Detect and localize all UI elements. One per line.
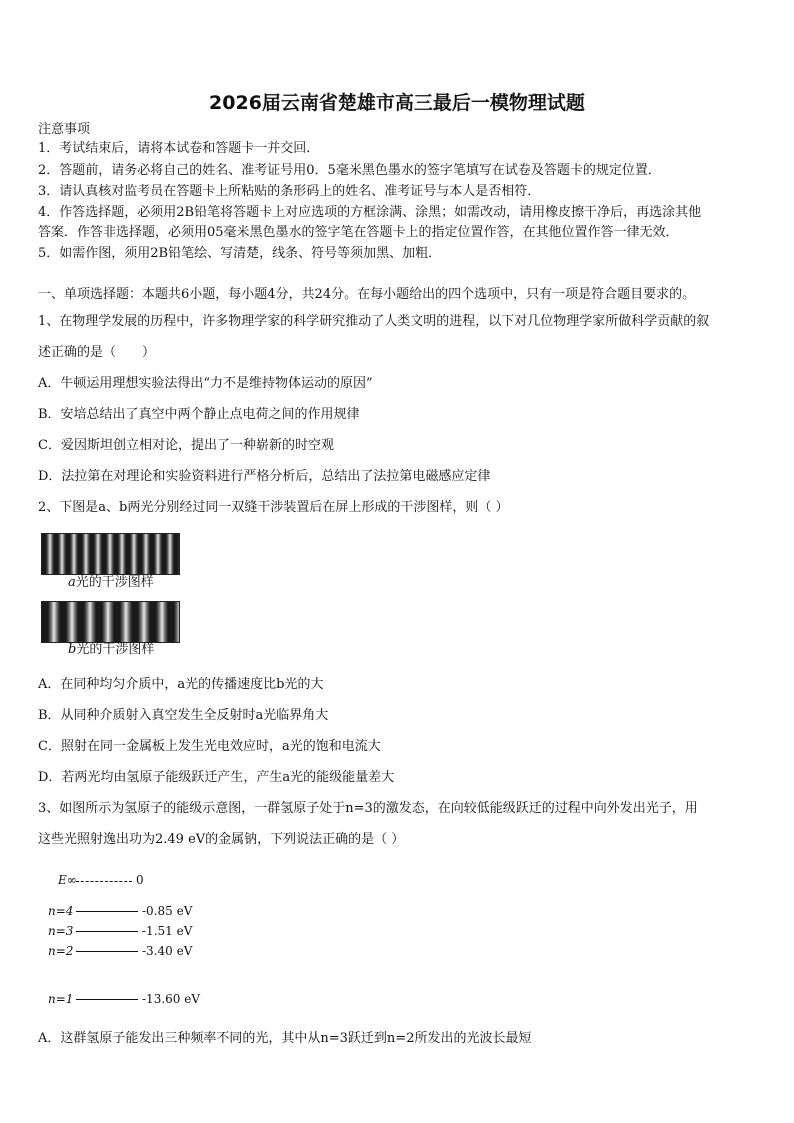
q2-stem: 2、下图是a、b两光分别经过同一双缝干涉装置后在屏上形成的干涉图样，则（ ） [38,500,509,515]
caption-a-letter: a [68,575,76,590]
q1-option-c: C．爱因斯坦创立相对论，提出了一种崭新的时空观 [38,438,334,453]
page-title: 2026届云南省楚雄市高三最后一模物理试题 [209,92,585,114]
level-4-label: n=4 [48,904,74,918]
q2-option-b: B．从同种介质射入真空发生全反射时a光临界角大 [38,708,329,723]
level-inf-label: E∞ [58,873,77,887]
level-4-value: -0.85 eV [142,904,193,918]
level-3-label: n=3 [48,924,74,938]
notice-item-4: 4．作答选择题，必须用2B铅笔将答题卡上对应选项的方框涂满、涂黑；如需改动，请用橡皮擦干净后，再选涂其他 [38,205,702,220]
level-1-label: n=1 [48,992,74,1006]
q1-stem: 1、在物理学发展的历程中，许多物理学家的科学研究推动了人类文明的进程，以下对几位物理学家所做科学贡献的叙 [38,314,710,329]
caption-b-text: 光的干涉图样 [76,642,155,657]
level-4-line [76,911,138,912]
notice-heading: 注意事项 [38,122,91,137]
q1-stem-cont: 述正确的是（ ） [38,345,156,360]
level-3-value: -1.51 eV [142,924,193,938]
level-2-line [76,951,138,952]
caption-b [68,642,154,658]
interference-pattern-b [41,601,180,643]
q2-option-d: D．若两光均由氢原子能级跃迁产生，产生a光的能级能量差大 [38,770,395,785]
q1-option-d: D．法拉第在对理论和实验资料进行严格分析后，总结出了法拉第电磁感应定律 [38,469,491,484]
level-1-line [76,999,138,1000]
q3-stem-cont: 这些光照射逸出功为2.49 eV的金属钠，下列说法正确的是（ ） [38,832,405,847]
q2-option-c: C．照射在同一金属板上发生光电效应时，a光的饱和电流大 [38,739,381,754]
notice-item-3: 3．请认真核对监考员在答题卡上所粘贴的条形码上的姓名、准考证号与本人是否相符． [38,184,541,199]
level-2-value: -3.40 eV [142,944,193,958]
q3-option-a: A．这群氢原子能发出三种频率不同的光，其中从n=3跃迁到n=2所发出的光波长最短 [38,1031,532,1046]
caption-a [68,575,154,591]
notice-item-5: 5．如需作图，须用2B铅笔绘、写清楚，线条、符号等须加黑、加粗． [38,246,442,261]
q3-stem: 3、如图所示为氢原子的能级示意图，一群氢原子处于n=3的激发态，在向较低能级跃迁的过程中向外发出光子，用 [38,801,698,816]
section-heading: 一、单项选择题：本题共6小题，每小题4分，共24分。在每小题给出的四个选项中，只有一项是符合题目要求的。 [38,287,696,302]
level-inf-value: 0 [136,873,144,887]
interference-pattern-a [41,533,180,575]
notice-item-1: 1．考试结束后，请将本试卷和答题卡一并交回． [38,141,320,156]
caption-a-text: 光的干涉图样 [75,575,154,590]
level-1-value: -13.60 eV [142,992,200,1006]
caption-b-letter: b [68,642,77,657]
level-2-label: n=2 [48,944,74,958]
level-3-line [76,931,138,932]
energy-level-diagram [40,868,215,1010]
q1-option-a: A．牛顿运用理想实验法得出“力不是维持物体运动的原因” [38,376,373,391]
q1-option-b: B．安培总结出了真空中两个静止点电荷之间的作用规律 [38,407,360,422]
notice-item-4-cont: 答案．作答非选择题，必须用05毫米黑色墨水的签字笔在答题卡上的指定位置作答，在其他位置作答一律无效． [38,225,679,240]
q2-option-a: A．在同种均匀介质中，a光的传播速度比b光的大 [38,677,324,692]
notice-item-2: 2．答题前，请务必将自己的姓名、准考证号用0．5毫米黑色墨水的签字笔填写在试卷及答题卡的规定位置． [38,163,661,178]
level-inf-line [76,881,132,882]
